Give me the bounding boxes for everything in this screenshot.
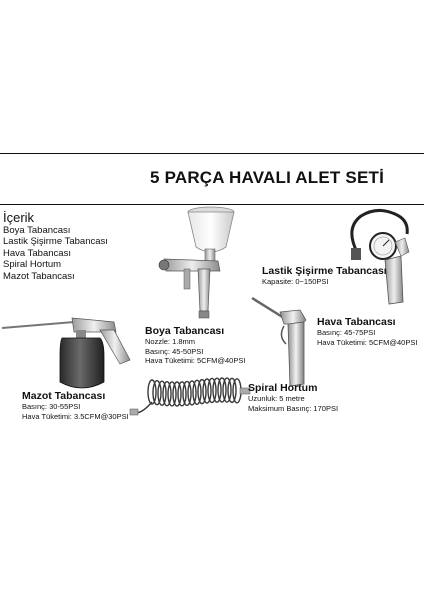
spiral-hose-label xyxy=(248,382,338,413)
oil-gun-label xyxy=(22,390,129,421)
oil-gun-name: Mazot Tabancası xyxy=(22,390,106,402)
paint-gun-label xyxy=(145,325,245,366)
paint-gun-name: Boya Tabancası xyxy=(145,325,225,337)
contents-item: Boya Tabancası xyxy=(3,224,71,236)
paint-gun-spec: Nozzle: 1.8mm xyxy=(145,337,196,346)
contents-item: Spiral Hortum xyxy=(3,259,62,270)
tire-inflator-image xyxy=(343,208,423,308)
spiral-hose-spec: Maksimum Basınç: 170PSI xyxy=(248,403,339,413)
air-gun-name: Hava Tabancası xyxy=(317,316,396,328)
contents-item: Hava Tabancası xyxy=(3,247,71,259)
air-gun-spec: Basınç: 45-75PSI xyxy=(317,328,376,337)
tire-inflator-spec: Kapasite: 0~150PSI xyxy=(262,277,329,286)
oil-gun-spec: Hava Tüketimi: 3.5CFM@30PSI xyxy=(22,411,129,421)
contents-title: İçerik xyxy=(3,210,35,225)
spiral-hose-name: Spiral Hortum xyxy=(248,382,318,394)
paint-gun-spec: Hava Tüketimi: 5CFM@40PSI xyxy=(145,356,246,365)
air-blow-gun-image xyxy=(250,290,325,390)
title-banner xyxy=(0,153,424,205)
oil-gun-spec: Basınç: 30-55PSI xyxy=(22,402,81,411)
tire-inflator-name: Lastik Şişirme Tabancası xyxy=(262,265,387,277)
air-gun-spec: Hava Tüketimi: 5CFM@40PSI xyxy=(317,337,418,347)
banner-title: 5 PARÇA HAVALI ALET SETİ xyxy=(150,168,384,187)
oil-spray-gun-image xyxy=(2,316,134,396)
tire-inflator-label xyxy=(262,265,387,287)
paint-spray-gun-image xyxy=(150,203,245,323)
spiral-hose-image xyxy=(130,372,252,422)
paint-gun-spec: Basınç: 45-50PSI xyxy=(145,346,204,356)
contents-item: Lastik Şişirme Tabancası xyxy=(3,236,108,247)
contents-item: Mazot Tabancası xyxy=(3,270,75,282)
hose-coils xyxy=(130,378,250,415)
air-gun-label xyxy=(317,316,417,347)
spiral-hose-spec: Uzunluk: 5 metre xyxy=(248,394,305,403)
contents-list xyxy=(3,212,108,282)
